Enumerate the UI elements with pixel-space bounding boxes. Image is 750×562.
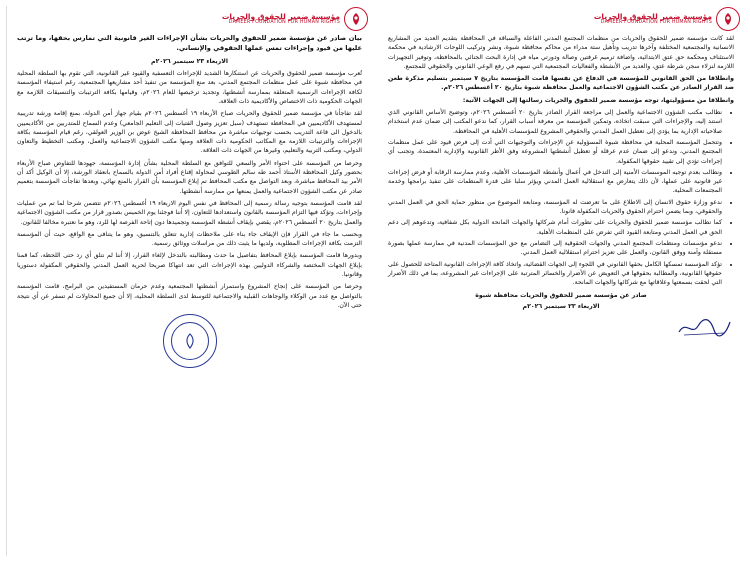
org-name-arabic: مؤسسة ضمير للحقوق والحريات bbox=[221, 11, 340, 21]
signoff: صادر عن مؤسسة ضمير للحقوق والحريات محافظة شبوة bbox=[475, 292, 647, 300]
document-date: الاربعاء ٢٣ سبتمبر ٢٠٢٦م bbox=[151, 57, 228, 65]
paragraph: وحرصا من المؤسسة على احتواء الأمر والسعي للتوافق مع السلطة المحلية بشأن إدارة المؤسسة، جهودها للتفاوض صباح الأربعاء بحضور وكيل المحافظة الأستاذ أحمد طه سالم الطوسي لمحاولة إقناع أفراد أمن الدولة بالسماح بانعقاد الورشة، إلا أن الوكيل أكد أن الأمر بيد المحافظ مباشرة، وبعد التواصل مع مكتب المحافظ تم إبلاغ المؤسسة بأن القرار بالمنع نهائي، وبعدها تفاجأت المؤسسة بتعميم صادر عن مكتب الشؤون الاجتماعية والعمل يمنعها من ممارسة أنشطتها. bbox=[17, 159, 362, 195]
page-content bbox=[7, 32, 372, 368]
list-item: • ونطالب بعدم توجيه الموسسات الأمنية إلى التدخل في أعمال وأنشطة المؤسسات الأهلية، وعدم ممارسة الرقابة أو فرض إجراءات غير قانونية على عملها، لأن ذلك يتعارض مع استقلالية العمل المدني ويؤثر سلبا على قدرة المنظمات على تنفيذ برامجها وخدمة المجتمعات المحلية. bbox=[388, 168, 722, 196]
paragraph: تُعرب مؤسسة ضمير للحقوق والحريات عن استنكارها الشديد للإجراءات التعسفية والقيود غير القانونية، التي تقوم بها السلطة المحلية في محافظة شبوة على عمل منظمات المجتمع المدني، بعد منع المؤسسة من تنفيذ أحد مشاريعها المجتمعية، رغم استيفاء المؤسسة لكافة الإجراءات الرسمية المتعلقة بممارسة أنشطتها، وتجديد ترخيصها للعام ٢٠٢٦م، وقيامها بكافة الترتيبات والتنسيقات اللازمة مع الجهات الحكومية ذات الاختصاص والأكاديمية ذات العلاقة. bbox=[17, 70, 363, 105]
paragraph: وانطلاقا من مسؤوليتها، توجه مؤسسة ضمير للحقوق والحريات رسالتها إلى الجهات الآتية: bbox=[462, 96, 734, 104]
page-header bbox=[7, 6, 372, 32]
official-stamp-icon bbox=[163, 314, 217, 368]
page-right bbox=[378, 6, 744, 556]
org-name-english: DAMEER FOUNDATION FOR HUMAN RIGHTS bbox=[600, 20, 712, 26]
foundation-logo-icon bbox=[716, 7, 740, 31]
paragraph: لقد تفاجأنا في مؤسسة ضمير للحقوق والحريات صباح الأربعاء ١٩ أغسطس ٢٠٢٦م بقيام جهاز أمن الدولة، بمنع إقامة ورشة تدريبية لمستهدف الأكاديميين في المحافظة تستهدف (سبل تعزيز وصول الفتيات إلى التعليم الجامعي) وعدم السماح للمتدربين من الأكاديميين بالدخول الى قاعة التدريب بحسب توجيهات مباشرة من محافظ المحافظة الشيخ عوض بن الوزير العولقي، رغم قيام المؤسسة بكافة الإجراءات والترتيبات اللازمة مع المكاتب الحكومية ذات العلاقة ومنها مكتب الشؤون الاجتماعية والعمل، ومكتب التخطيط والتعاون الدولي، ومكتب التربية والتعليم، وغيرها من الجهات ذات العلاقة. bbox=[17, 110, 363, 155]
paragraph: لقد قامت المؤسسة بتوجيه رسالة رسمية إلى المحافظ في نفس اليوم الاربعاء ١٩ أغسطس ٢٠٢٦م تتضمن شرحا لما تم من عمليات وإجراءات، وتؤكد فيها التزام المؤسسة بالقانون واستعدادها للتعاون، إلا أننا فوجئنا يوم الخميس بصدور قرار من مكتب الشؤون الاجتماعية والعمل بتاريخ ٢٠ أغسطس ٢٠٢٦م، يقضي بإيقاف أنشطة المؤسسة وتجميدها دون إتاحة الفرصة لها للرد، وهو ما نعتبره مخالفا للقانون. bbox=[17, 199, 363, 226]
statement-title: بيان صادر عن مؤسسة ضمير للحقوق والحريات بشأن الإجراءات الغير قانونية التي تمارس بحقها، وما ترتب عليها من قيود وإجراءات تمس عملها الحقوقي والإنساني. bbox=[17, 34, 362, 52]
list-item: • نطالب مكتب الشؤون الاجتماعية والعمل إلى مراجعة القرار الصادر بتاريخ ٢٠ أغسطس ٢٠٢٦م، وتوضيح الأساس القانوني الذي استند إليه، والإجراءات التي سبقت اتخاذه، وتمكين المؤسسة من معرفة أسباب القرار، كما ندعو المكتب إلى ضمان عدم استخدام صلاحياته الإدارية بما يؤدي إلى تعطيل العمل المدني والحقوقي المشروع للمؤسسات الأهلية في المحافظة. bbox=[388, 108, 722, 136]
list-item: • كما نطالب مؤسسة ضمير للحقوق والحريات على تطورات أمام شركائها والجهات المانحة الدولية بكل شفافية، وتدعوهم إلى دعم الحق في العمل المدني ومتابعة القيود التي تفرض على المنظمات الأهلية. bbox=[388, 218, 722, 237]
paragraph: لقد كانت مؤسسة ضمير للحقوق والحريات من منظمات المجتمع المدني الفاعلة والسباقة في المحافظة بتقديم العديد من المشاريع الانسانية والمجتمعية المختلفة وآخرها تدريب وتأهيل ستة مدراء من محاكم محافظة شبوة، ونشر وتركيب اللوحات الارشادية في محكمة الاستئناف ومحكمة حق عتق الابتدائية، واضافة ترميم غرفتين وصالة ودورتي مياه في إدارة البحث الجنائي بالمحافظة، وتوفير التجهيزات اللازمة لنزلاء سجن شرطة عتق، والعديد من الأنشطة والفعاليات المجتمعية التي تسهم في رفع الوعي القانوني والحقوقي للمجتمع. bbox=[388, 35, 734, 70]
paragraph: وانطلاقا من الحق القانوني للمؤسسة في الدفاع عن نفسها قامت المؤسسة بتاريخ ٧ سبتمبر بتسليم مذكرة طعن ضد القرار الصادر عن مكتب الشؤون الاجتماعية والعمل محافظة شبوة بتاريخ ٢٠ أغسطس ٢٠٢٦م. bbox=[388, 75, 734, 92]
paragraph: وبدورها قامت المؤسسة بإبلاغ المحافظ بتفاصيل ما حدث ومطالبته بالتدخل لإلغاء القرار، إلا أننا لم نتلق أي رد حتى اللحظة، كما قمنا بإبلاغ الجهات المختصة والشركاء الدوليين بهذه الإجراءات التي تعد انتهاكا صريحا لحرية العمل المدني والحقوقي المكفولة دستوريا وقانونيا. bbox=[17, 252, 362, 279]
document-date: الاربعاء ٢٣ سبتمبر ٢٠٢٦م bbox=[522, 302, 600, 310]
page-content bbox=[378, 32, 744, 343]
paragraph: وحرصا من المؤسسة على إنجاح المشروع واستمرار أنشطتها المجتمعية وعدم حرمان المستفيدين من البرامج، قامت المؤسسة بالتواصل مع عدد من الوكلاء والوجاهات القبلية والاجتماعية للتوسط لدى السلطة المحلية، إلا أن جميع المحاولات لم تسفر عن أي نتيجة حتى الآن. bbox=[17, 283, 362, 309]
handwritten-signature-icon bbox=[674, 314, 734, 340]
list-item: • وتتحمل المؤسسة المحلية في محافظة شبوة المسؤولية عن الإجراءات والتوجيهات التي أدت إلى فرض قيود على عمل منظمات المجتمع المدني، وندعو إلى ضمان عدم عرقلة أو تعطيل أنشطتها المشروعة وفق الأطر القانونية والإدارية المعتمدة، وتجنب أي إجراءات تؤدي إلى تقييد حقوقها المكفولة. bbox=[388, 138, 722, 166]
page-left bbox=[6, 6, 372, 556]
paragraph: وبحسب ما جاء في القرار فإن الإيقاف جاء بناء على ملاحظات إدارية تتعلق بالتنسيق، وهو ما يتنافى مع الواقع، حيث أن المؤسسة التزمت بكافة الإجراءات المطلوبة، ولديها ما يثبت ذلك من مراسلات ووثائق رسمية. bbox=[17, 230, 362, 248]
list-item: • ندعو وزارة حقوق الانسان إلى الاطلاع على ما تعرضت له المؤسسة، ومتابعة الموضوع من منظور حماية الحق في العمل المدني والحقوقي، وبما يضمن احترام الحقوق والحريات المكفولة قانونا. bbox=[388, 198, 722, 217]
list-item: • تؤكد المؤسسة تمسكها الكامل بحقها القانوني في اللجوء إلى الجهات القضائية، واتخاذ كافة الإجراءات القانونية المتاحة للحصول على حقوقها القانونية، والمطالبة بحقوقها في التعويض عن الأضرار والخسائر المترتبة على الإجراءات غير المشروعة، بما في ذلك الأضرار التي لحقت بسمعتها وعلاقاتها مع شركائها والجهات المانحة. bbox=[388, 260, 722, 288]
list-item: • ندعو مؤسسات ومنظمات المجتمع المدني والجهات الحقوقية إلى التضامن مع حق المؤسسات المدنية في ممارسة عملها بصورة مستقلة وآمنة ووفق القانون، والعمل على تعزيز احترام استقلالية العمل المدني. bbox=[388, 239, 722, 258]
page-header bbox=[378, 6, 744, 32]
demands-list bbox=[388, 108, 734, 287]
org-name-arabic: مؤسسة ضمير للحقوق والحريات bbox=[593, 11, 712, 21]
org-names bbox=[222, 13, 340, 26]
org-name-english: DAMEER FOUNDATION FOR HUMAN RIGHTS bbox=[228, 20, 340, 26]
foundation-logo-icon bbox=[344, 7, 368, 31]
org-names bbox=[594, 13, 712, 26]
